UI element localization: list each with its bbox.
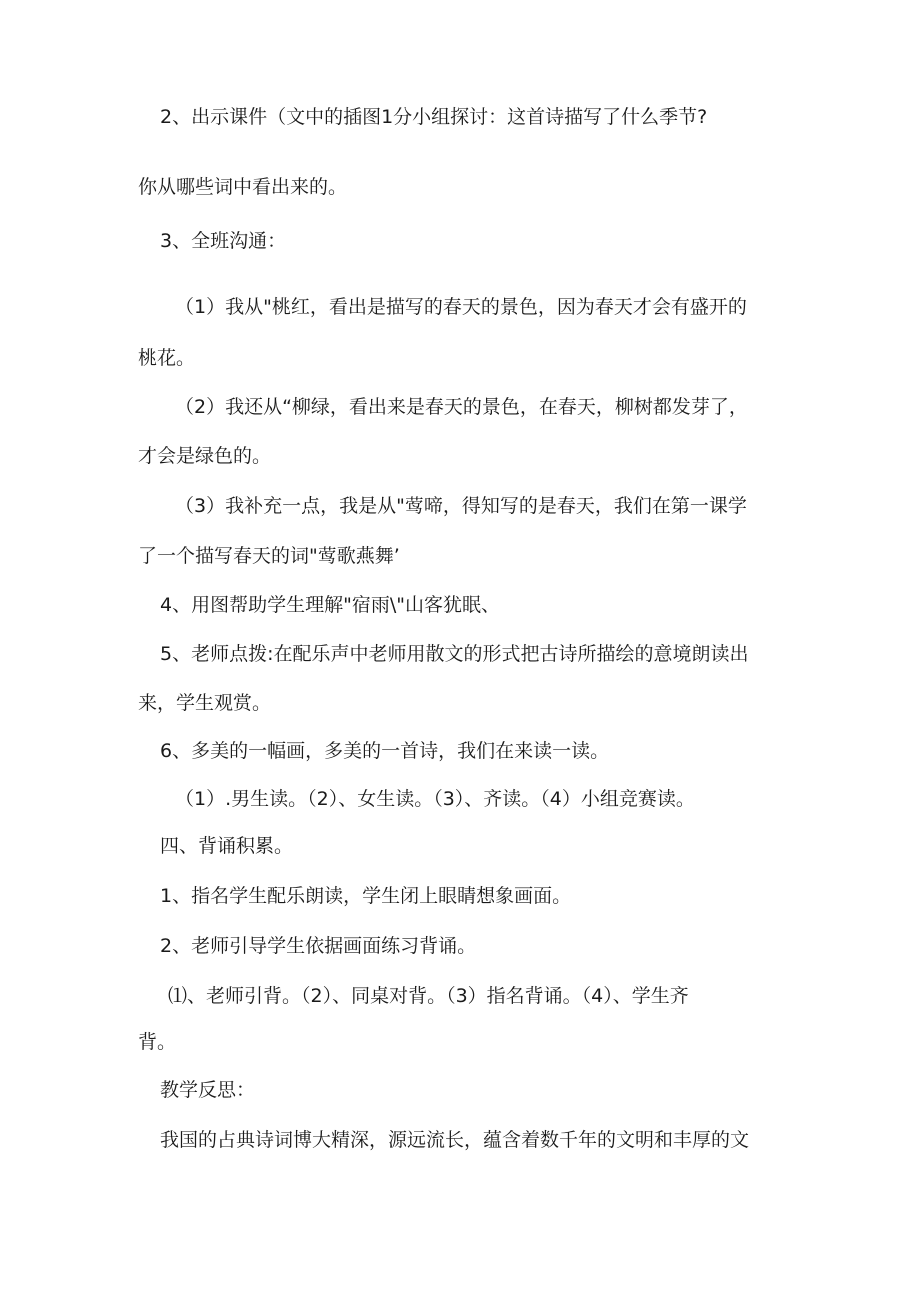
text-line: 4、用图帮助学生理解"宿雨\"山客犹眠、 (160, 594, 500, 616)
text-line: 你从哪些词中看出来的。 (138, 176, 348, 198)
text-line: 3、全班沟通： (160, 230, 287, 252)
text-line: 6、多美的一幅画，多美的一首诗，我们在来读一读。 (160, 740, 610, 762)
text-line: 了一个描写春天的词"莺歌燕舞’ (138, 545, 400, 567)
text-line: （1）.男生读。（2）、女生读。（3）、齐读。（4）小组竞赛读。 (175, 788, 695, 810)
text-line: 我国的占典诗词博大精深，源远流长，蕴含着数千年的文明和丰厚的文 (160, 1129, 750, 1151)
text-line: 来，学生观赏。 (138, 692, 272, 714)
text-line: （3）我补充一点，我是从"莺啼，得知写的是春天，我们在第一课学 (175, 495, 747, 517)
text-line: 2、老师引导学生依据画面练习背诵。 (160, 935, 477, 957)
text-line: 才会是绿色的。 (138, 445, 272, 467)
text-line: 5、老师点拨:在配乐声中老师用散文的形式把古诗所描绘的意境朗读出 (160, 643, 749, 665)
text-line: 1、指名学生配乐朗读，学生闭上眼睛想象画面。 (160, 885, 572, 907)
text-line: （1）我从"桃红，看出是描写的春天的景色，因为春天才会有盛开的 (175, 296, 747, 318)
text-line: 桃花。 (138, 347, 196, 369)
text-line: 2、出示课件（文中的插图1分小组探讨：这首诗描写了什么季节? (160, 106, 708, 128)
text-line: 教学反思： (160, 1079, 256, 1101)
text-line: ⑴、老师引背。（2）、同桌对背。（3）指名背诵。（4）、学生齐 (168, 985, 689, 1007)
text-line: （2）我还从“柳绿，看出来是春天的景色，在春天，柳树都发芽了， (175, 396, 748, 418)
text-line: 四、背诵积累。 (160, 835, 294, 857)
text-line: 背。 (138, 1031, 177, 1053)
